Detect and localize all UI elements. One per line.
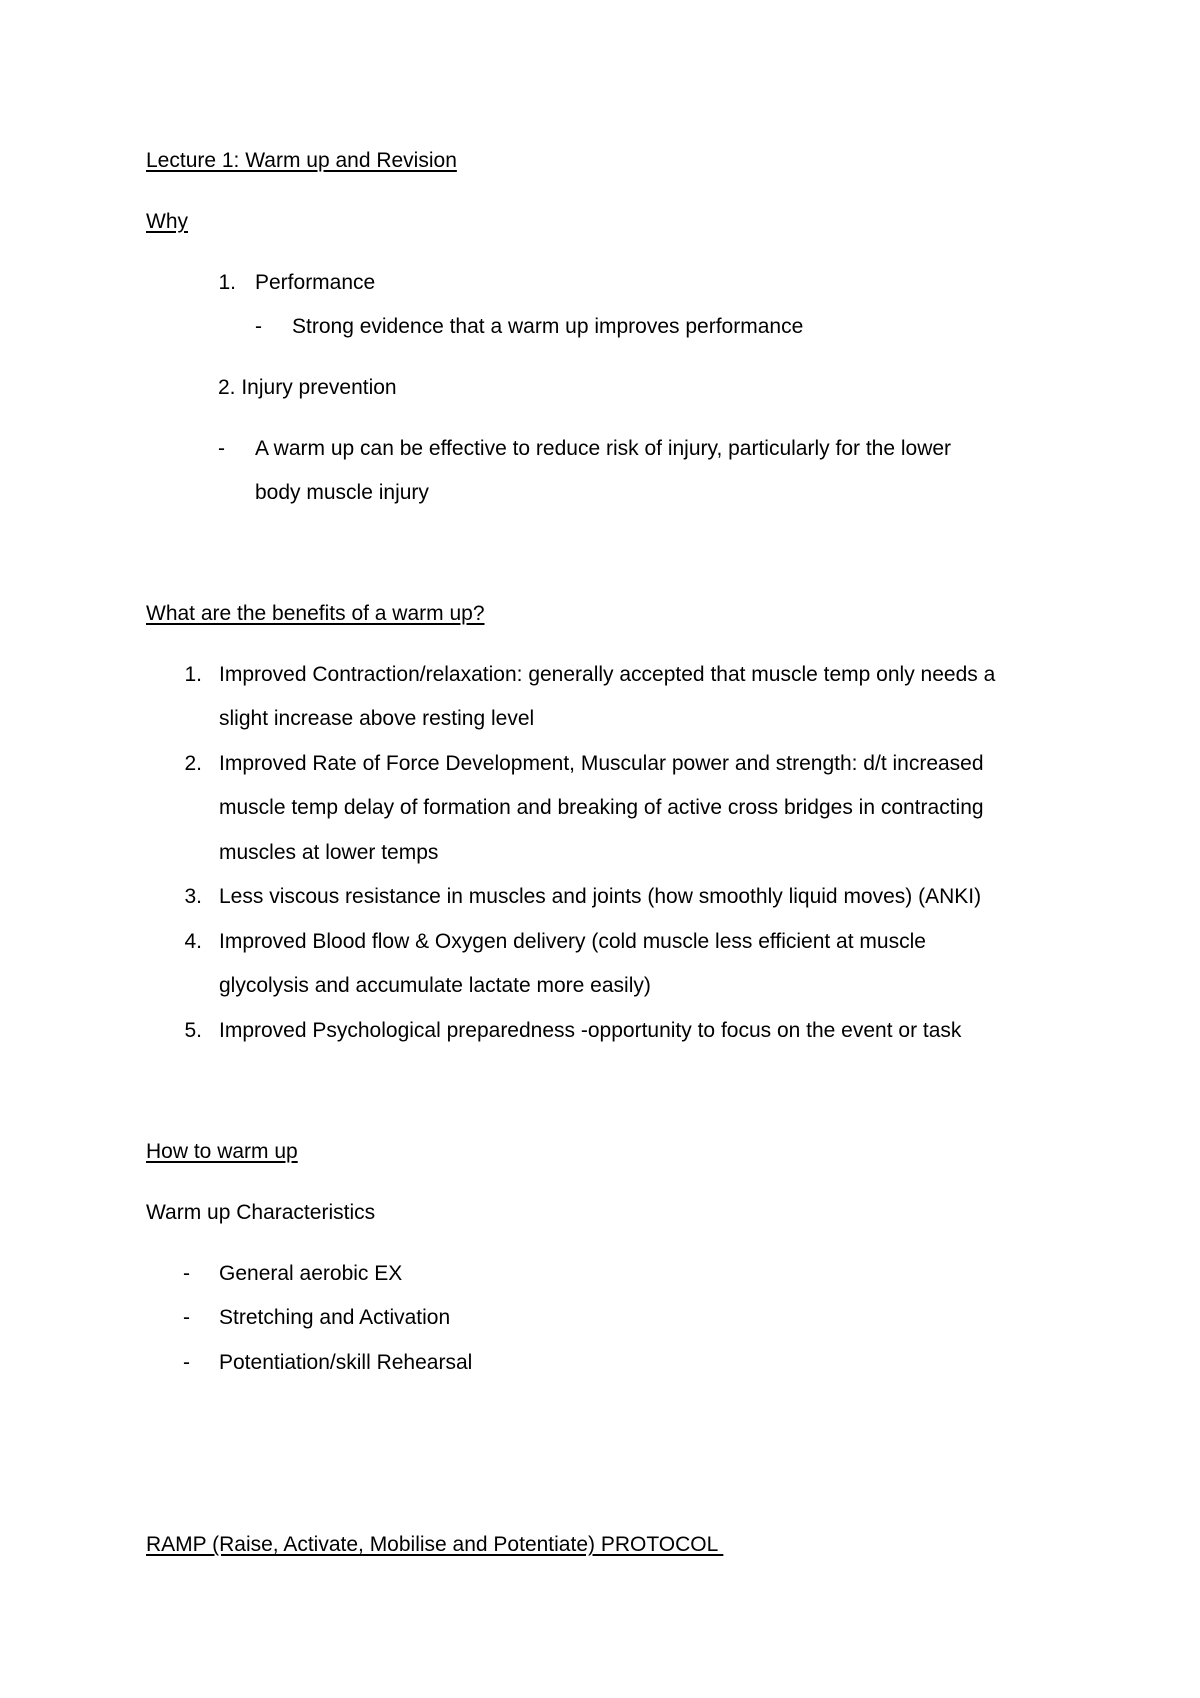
list-sub-item-continued: body muscle injury: [255, 481, 429, 504]
list-item-injury-prevention: 2. Injury prevention: [218, 376, 397, 399]
list-sub-item: Strong evidence that a warm up improves performance: [292, 315, 804, 338]
list-item: Stretching and Activation: [219, 1306, 451, 1329]
bullet-dash: -: [183, 1262, 190, 1285]
list-item: Potentiation/skill Rehearsal: [219, 1351, 473, 1374]
list-item: Improved Psychological preparedness -opportunity to focus on the event or task: [219, 1019, 962, 1042]
list-item: General aerobic EX: [219, 1262, 403, 1285]
list-number: 1.: [184, 663, 202, 686]
bullet-dash: -: [218, 437, 225, 460]
list-item: Improved Rate of Force Development, Muscular power and strength: d/t increased: [219, 752, 984, 775]
list-number: 3.: [184, 885, 202, 908]
characteristics-subheading: Warm up Characteristics: [146, 1201, 376, 1224]
list-sub-item: A warm up can be effective to reduce risk of injury, particularly for the lower: [255, 437, 952, 460]
why-heading: Why: [146, 210, 188, 233]
list-item-continued: slight increase above resting level: [219, 707, 535, 730]
ramp-heading: RAMP (Raise, Activate, Mobilise and Potentiate) PROTOCOL: [146, 1533, 724, 1556]
list-number: 2.: [184, 752, 202, 775]
bullet-dash: -: [255, 315, 262, 338]
benefits-heading: What are the benefits of a warm up?: [146, 602, 485, 625]
list-number: 1.: [218, 271, 236, 294]
list-item: Improved Blood flow & Oxygen delivery (cold muscle less efficient at muscle: [219, 930, 926, 953]
list-item: Less viscous resistance in muscles and joints (how smoothly liquid moves) (ANKI): [219, 885, 982, 908]
list-item-continued: muscles at lower temps: [219, 841, 439, 864]
how-heading: How to warm up: [146, 1140, 298, 1163]
list-number: 4.: [184, 930, 202, 953]
list-item: Improved Contraction/relaxation: generally accepted that muscle temp only needs a: [219, 663, 996, 686]
page-title: Lecture 1: Warm up and Revision: [146, 149, 457, 172]
list-item-performance: Performance: [255, 271, 376, 294]
bullet-dash: -: [183, 1351, 190, 1374]
list-item-continued: glycolysis and accumulate lactate more easily): [219, 974, 651, 997]
list-number: 5.: [184, 1019, 202, 1042]
list-item-continued: muscle temp delay of formation and breaking of active cross bridges in contracting: [219, 796, 984, 819]
bullet-dash: -: [183, 1306, 190, 1329]
